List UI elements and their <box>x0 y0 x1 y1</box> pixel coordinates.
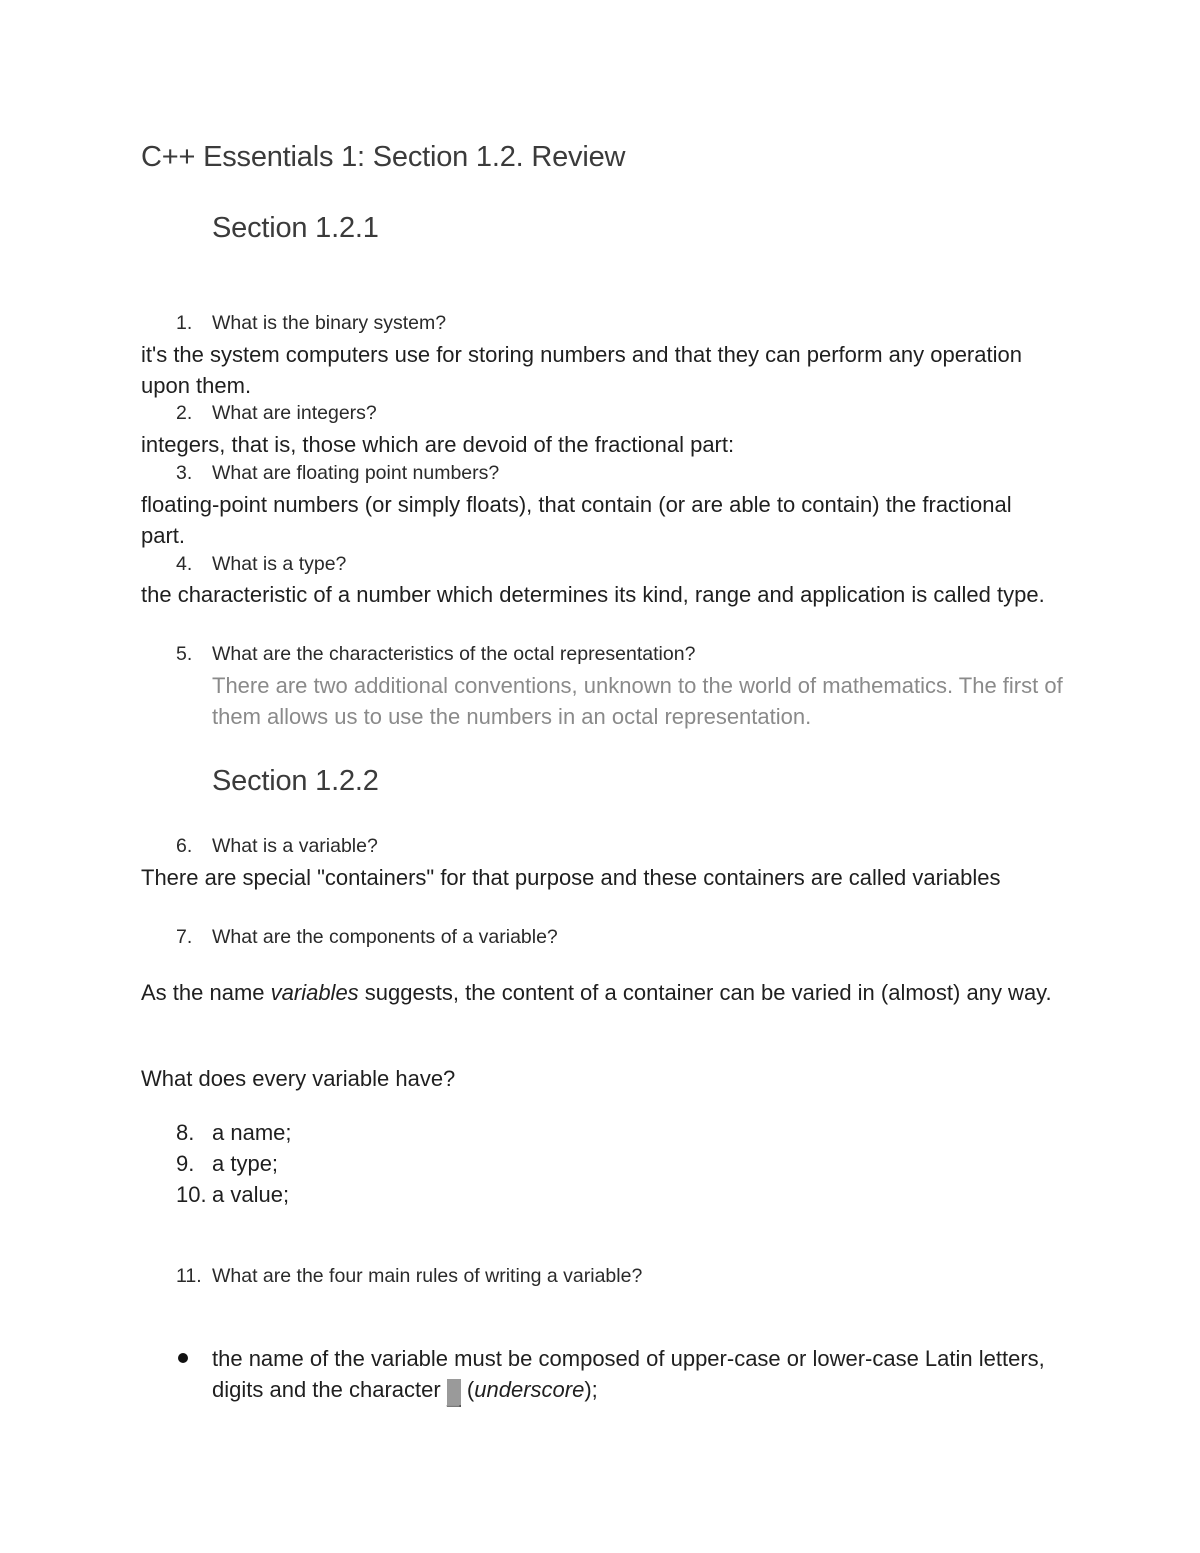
answer-5: There are two additional conventions, unknown to the world of mathematics. The first of them allows us to use the numbers in an octal representation. <box>212 673 1063 729</box>
document-title: C++ Essentials 1: Section 1.2. Review <box>141 141 626 173</box>
question-number: 7. <box>176 926 193 948</box>
answer-7-post: suggests, the content of a container can be varied in (almost) any way. <box>358 980 1052 1005</box>
answer-7-emphasis: variables <box>270 980 359 1005</box>
answer-4: the characteristic of a number which determines its kind, range and application is called type. <box>141 582 1045 607</box>
question-text: What are the four main rules of writing a variable? <box>212 1265 643 1287</box>
rule-1-pre: the name of the variable must be composed of upper-case or lower-case Latin letters, digits and the character <box>212 1346 1045 1402</box>
every-variable-question: What does every variable have? <box>141 1066 456 1091</box>
question-number: 11. <box>176 1265 202 1287</box>
question-text: What is the binary system? <box>212 312 447 334</box>
list-number: 8. <box>176 1120 195 1145</box>
answer-2: integers, that is, those which are devoid of the fractional part: <box>141 432 735 457</box>
question-number: 4. <box>176 553 193 575</box>
rule-1-mid: ( <box>460 1377 475 1402</box>
rule-1-post: ); <box>584 1377 598 1402</box>
question-text: What are integers? <box>212 402 377 424</box>
list-text: a name; <box>212 1120 292 1145</box>
answer-7 <box>141 977 1061 1008</box>
rule-1 <box>212 1343 1052 1407</box>
question-number: 3. <box>176 462 193 484</box>
answer-1: it's the system computers use for storing numbers and that they can perform any operation upon them. <box>141 342 1022 398</box>
answer-3: floating-point numbers (or simply floats), that contain (or are able to contain) the fractional part. <box>141 492 1012 548</box>
question-text: What are the components of a variable? <box>212 926 558 948</box>
rule-1-emphasis: underscore <box>474 1377 585 1402</box>
question-number: 6. <box>176 835 193 857</box>
answer-7-pre: As the name <box>141 980 271 1005</box>
underscore-highlight: _ <box>447 1379 461 1407</box>
question-text: What is a type? <box>212 553 347 575</box>
list-text: a value; <box>212 1182 290 1207</box>
answer-6: There are special "containers" for that purpose and these containers are called variables <box>141 865 1001 890</box>
question-number: 2. <box>176 402 193 424</box>
question-number: 1. <box>176 312 193 334</box>
question-text: What are the characteristics of the octal representation? <box>212 643 696 665</box>
section-heading-1-2-2: Section 1.2.2 <box>212 765 379 797</box>
question-text: What is a variable? <box>212 835 378 857</box>
section-heading-1-2-1: Section 1.2.1 <box>212 212 379 244</box>
bullet-icon <box>178 1353 188 1363</box>
list-number: 9. <box>176 1151 195 1176</box>
question-text: What are floating point numbers? <box>212 462 500 484</box>
list-text: a type; <box>212 1151 279 1176</box>
list-number: 10. <box>176 1182 207 1207</box>
question-number: 5. <box>176 643 193 665</box>
